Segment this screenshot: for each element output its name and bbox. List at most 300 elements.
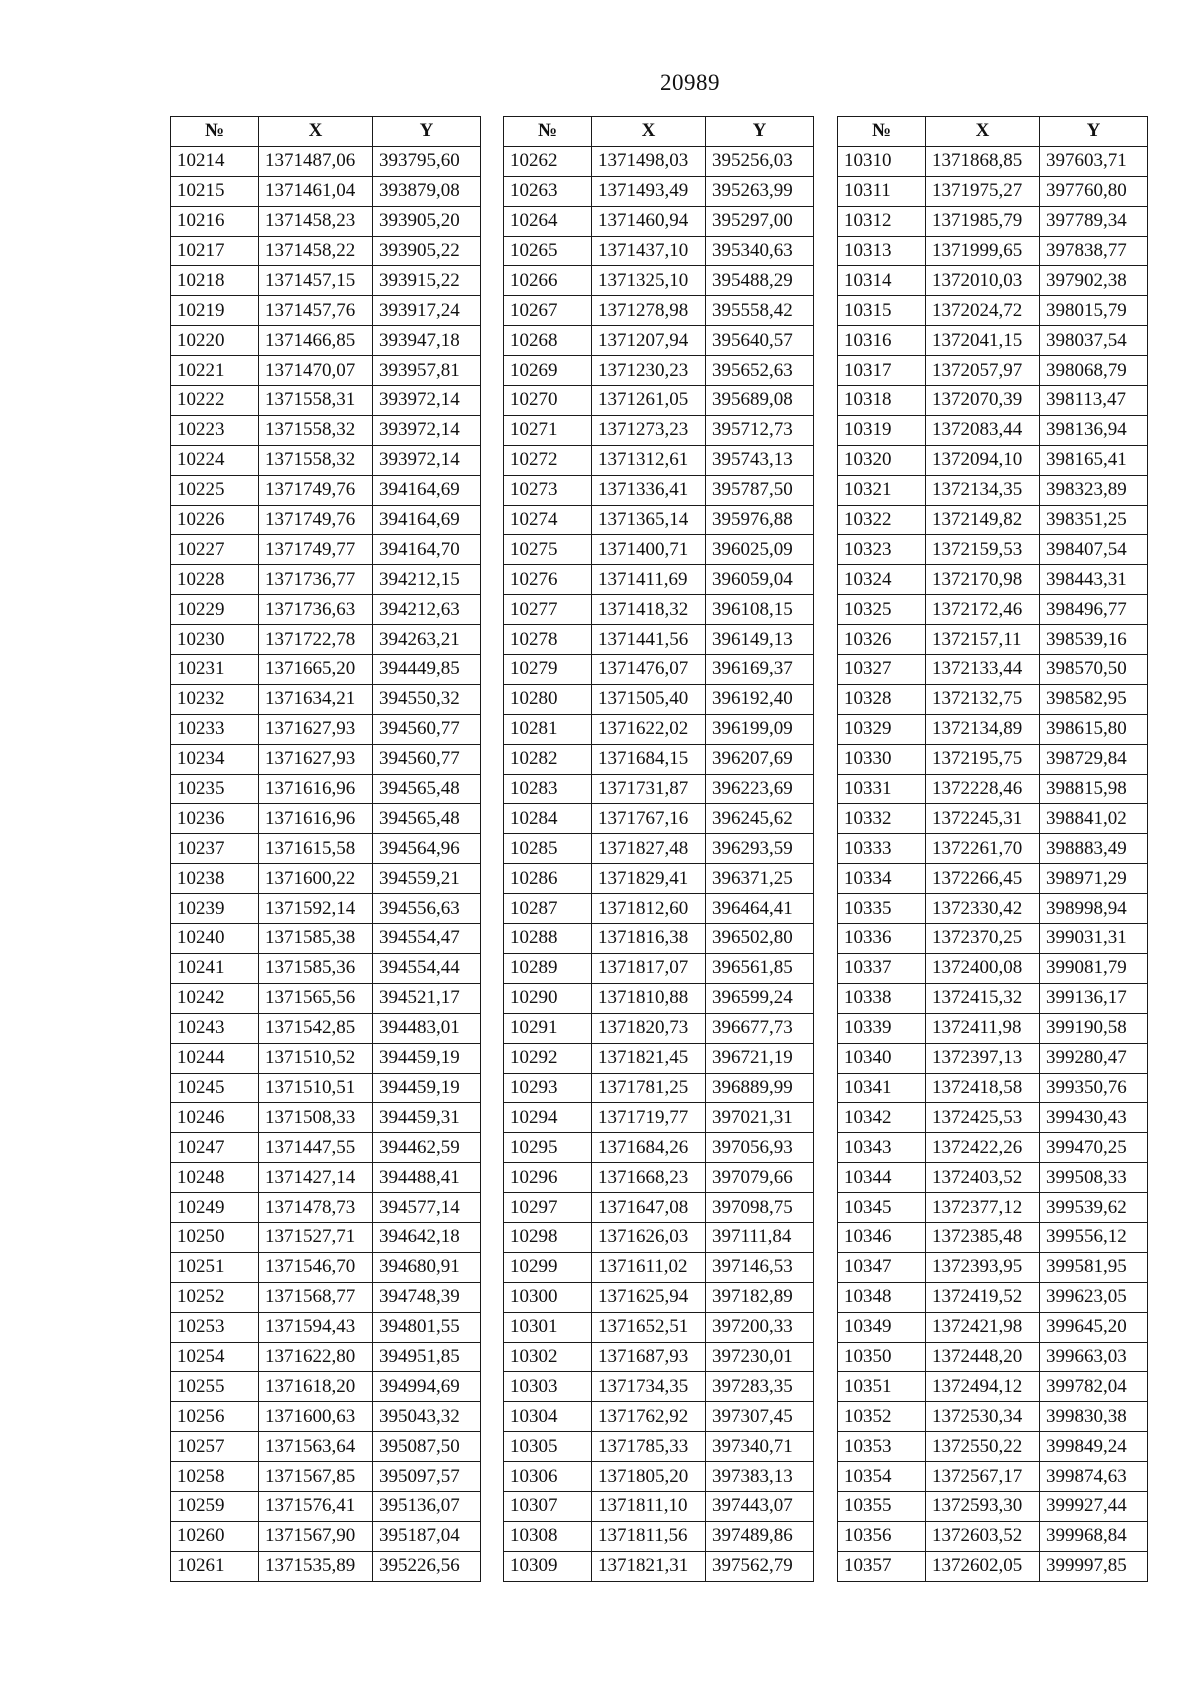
y-value-cell: 398570,50 [1040,655,1148,685]
header-number: № [504,117,592,147]
x-value-cell: 1372261,70 [926,834,1040,864]
header-x: X [592,117,706,147]
x-value-cell: 1371736,77 [259,565,373,595]
table-row [504,1282,814,1312]
x-value-cell: 1372083,44 [926,415,1040,445]
y-value-cell: 397838,77 [1040,236,1148,266]
x-value-cell: 1371684,26 [592,1133,706,1163]
table-row [504,475,814,505]
table-row [504,655,814,685]
point-number-cell: 10339 [838,1013,926,1043]
table-row [171,266,481,296]
table-row [504,625,814,655]
point-number-cell: 10316 [838,326,926,356]
x-value-cell: 1371558,32 [259,445,373,475]
table-row [838,774,1148,804]
x-value-cell: 1371600,63 [259,1402,373,1432]
point-number-cell: 10335 [838,894,926,924]
x-value-cell: 1372494,12 [926,1372,1040,1402]
y-value-cell: 396059,04 [706,565,814,595]
y-value-cell: 394459,19 [373,1073,481,1103]
point-number-cell: 10270 [504,386,592,416]
point-number-cell: 10340 [838,1043,926,1073]
point-number-cell: 10217 [171,236,259,266]
table-row [504,565,814,595]
x-value-cell: 1372149,82 [926,505,1040,535]
x-value-cell: 1372567,17 [926,1462,1040,1492]
table-row [171,296,481,326]
table-row [838,1342,1148,1372]
point-number-cell: 10247 [171,1133,259,1163]
point-number-cell: 10265 [504,236,592,266]
table-row [838,1282,1148,1312]
point-number-cell: 10271 [504,415,592,445]
x-value-cell: 1371618,20 [259,1372,373,1402]
table-row [171,924,481,954]
y-value-cell: 396677,73 [706,1013,814,1043]
table-row [171,1163,481,1193]
y-value-cell: 397056,93 [706,1133,814,1163]
point-number-cell: 10346 [838,1222,926,1252]
y-value-cell: 397230,01 [706,1342,814,1372]
y-value-cell: 395689,08 [706,386,814,416]
y-value-cell: 397902,38 [1040,266,1148,296]
table-row [171,1312,481,1342]
point-number-cell: 10324 [838,565,926,595]
table-row [171,505,481,535]
table-row [504,804,814,834]
table-row [838,415,1148,445]
point-number-cell: 10231 [171,655,259,685]
table-row [838,953,1148,983]
table-row [838,595,1148,625]
y-value-cell: 394550,32 [373,684,481,714]
x-value-cell: 1371827,48 [592,834,706,864]
x-value-cell: 1371811,10 [592,1491,706,1521]
point-number-cell: 10276 [504,565,592,595]
point-number-cell: 10342 [838,1103,926,1133]
table-row [838,655,1148,685]
x-value-cell: 1372330,42 [926,894,1040,924]
y-value-cell: 395256,03 [706,146,814,176]
y-value-cell: 396108,15 [706,595,814,625]
y-value-cell: 394748,39 [373,1282,481,1312]
y-value-cell: 398443,31 [1040,565,1148,595]
point-number-cell: 10317 [838,356,926,386]
table-body [838,146,1148,1581]
x-value-cell: 1371542,85 [259,1013,373,1043]
table-row [171,206,481,236]
table-row [838,565,1148,595]
table-row [504,1402,814,1432]
x-value-cell: 1372403,52 [926,1163,1040,1193]
y-value-cell: 397111,84 [706,1222,814,1252]
table-row [171,1013,481,1043]
point-number-cell: 10260 [171,1521,259,1551]
x-value-cell: 1371400,71 [592,535,706,565]
table-row [838,625,1148,655]
table-row [504,1312,814,1342]
point-number-cell: 10293 [504,1073,592,1103]
x-value-cell: 1371817,07 [592,953,706,983]
table-header-row [504,117,814,147]
x-value-cell: 1372157,11 [926,625,1040,655]
x-value-cell: 1371634,21 [259,684,373,714]
y-value-cell: 395640,57 [706,326,814,356]
table-row [171,1193,481,1223]
y-value-cell: 397760,80 [1040,176,1148,206]
y-value-cell: 395652,63 [706,356,814,386]
x-value-cell: 1372418,58 [926,1073,1040,1103]
y-value-cell: 396199,09 [706,714,814,744]
table-body [171,146,481,1581]
x-value-cell: 1371312,61 [592,445,706,475]
point-number-cell: 10299 [504,1252,592,1282]
table-row [838,1133,1148,1163]
point-number-cell: 10287 [504,894,592,924]
table-row [838,983,1148,1013]
point-number-cell: 10300 [504,1282,592,1312]
y-value-cell: 399581,95 [1040,1252,1148,1282]
x-value-cell: 1371999,65 [926,236,1040,266]
table-row [838,804,1148,834]
point-number-cell: 10281 [504,714,592,744]
point-number-cell: 10310 [838,146,926,176]
y-value-cell: 399470,25 [1040,1133,1148,1163]
table-row [504,176,814,206]
point-number-cell: 10347 [838,1252,926,1282]
point-number-cell: 10303 [504,1372,592,1402]
x-value-cell: 1371719,77 [592,1103,706,1133]
y-value-cell: 394951,85 [373,1342,481,1372]
table-row [838,1103,1148,1133]
x-value-cell: 1372133,44 [926,655,1040,685]
table-row [504,684,814,714]
y-value-cell: 396889,99 [706,1073,814,1103]
point-number-cell: 10314 [838,266,926,296]
header-y: Y [373,117,481,147]
y-value-cell: 393879,08 [373,176,481,206]
y-value-cell: 398351,25 [1040,505,1148,535]
y-value-cell: 394462,59 [373,1133,481,1163]
point-number-cell: 10279 [504,655,592,685]
y-value-cell: 394521,17 [373,983,481,1013]
table-row [171,1073,481,1103]
table-row [171,1133,481,1163]
table-row [504,1551,814,1581]
point-number-cell: 10229 [171,595,259,625]
table-row [504,774,814,804]
point-number-cell: 10262 [504,146,592,176]
x-value-cell: 1371457,76 [259,296,373,326]
y-value-cell: 394559,21 [373,864,481,894]
point-number-cell: 10225 [171,475,259,505]
point-number-cell: 10261 [171,1551,259,1581]
y-value-cell: 398841,02 [1040,804,1148,834]
table-header-row [838,117,1148,147]
y-value-cell: 396721,19 [706,1043,814,1073]
table-row [171,1462,481,1492]
point-number-cell: 10328 [838,684,926,714]
table-row [171,684,481,714]
x-value-cell: 1372266,45 [926,864,1040,894]
point-number-cell: 10351 [838,1372,926,1402]
x-value-cell: 1371812,60 [592,894,706,924]
header-y: Y [1040,117,1148,147]
y-value-cell: 396464,41 [706,894,814,924]
table-row [838,146,1148,176]
y-value-cell: 398971,29 [1040,864,1148,894]
table-row [504,1133,814,1163]
x-value-cell: 1372245,31 [926,804,1040,834]
table-row [838,356,1148,386]
point-number-cell: 10354 [838,1462,926,1492]
y-value-cell: 396149,13 [706,625,814,655]
point-number-cell: 10304 [504,1402,592,1432]
table-row [504,983,814,1013]
point-number-cell: 10356 [838,1521,926,1551]
y-value-cell: 399081,79 [1040,953,1148,983]
x-value-cell: 1371535,89 [259,1551,373,1581]
x-value-cell: 1371616,96 [259,774,373,804]
x-value-cell: 1371820,73 [592,1013,706,1043]
y-value-cell: 395087,50 [373,1432,481,1462]
table-row [171,655,481,685]
x-value-cell: 1371576,41 [259,1491,373,1521]
point-number-cell: 10280 [504,684,592,714]
table-row [504,714,814,744]
point-number-cell: 10326 [838,625,926,655]
point-number-cell: 10323 [838,535,926,565]
table-row [838,236,1148,266]
y-value-cell: 396561,85 [706,953,814,983]
point-number-cell: 10216 [171,206,259,236]
table-row [504,1073,814,1103]
table-row [838,1043,1148,1073]
x-value-cell: 1371447,55 [259,1133,373,1163]
table-row [171,445,481,475]
x-value-cell: 1371668,23 [592,1163,706,1193]
y-value-cell: 399645,20 [1040,1312,1148,1342]
point-number-cell: 10269 [504,356,592,386]
y-value-cell: 398615,80 [1040,714,1148,744]
x-value-cell: 1371458,23 [259,206,373,236]
table-row [504,834,814,864]
table-row [171,535,481,565]
x-value-cell: 1372057,97 [926,356,1040,386]
point-number-cell: 10341 [838,1073,926,1103]
table-row [504,386,814,416]
y-value-cell: 399927,44 [1040,1491,1148,1521]
y-value-cell: 397182,89 [706,1282,814,1312]
table-row [838,1462,1148,1492]
point-number-cell: 10320 [838,445,926,475]
y-value-cell: 397021,31 [706,1103,814,1133]
x-value-cell: 1371567,90 [259,1521,373,1551]
point-number-cell: 10249 [171,1193,259,1223]
point-number-cell: 10258 [171,1462,259,1492]
x-value-cell: 1371811,56 [592,1521,706,1551]
y-value-cell: 397443,07 [706,1491,814,1521]
y-value-cell: 397200,33 [706,1312,814,1342]
table-row [504,356,814,386]
point-number-cell: 10242 [171,983,259,1013]
x-value-cell: 1371762,92 [592,1402,706,1432]
point-number-cell: 10302 [504,1342,592,1372]
table-row [171,1282,481,1312]
x-value-cell: 1372422,26 [926,1133,1040,1163]
y-value-cell: 399556,12 [1040,1222,1148,1252]
x-value-cell: 1371568,77 [259,1282,373,1312]
point-number-cell: 10295 [504,1133,592,1163]
x-value-cell: 1371611,02 [592,1252,706,1282]
table-row [838,1372,1148,1402]
x-value-cell: 1371975,27 [926,176,1040,206]
table-row [504,1013,814,1043]
x-value-cell: 1371558,32 [259,415,373,445]
x-value-cell: 1372400,08 [926,953,1040,983]
x-value-cell: 1371687,93 [592,1342,706,1372]
point-number-cell: 10273 [504,475,592,505]
y-value-cell: 394459,31 [373,1103,481,1133]
point-number-cell: 10255 [171,1372,259,1402]
point-number-cell: 10223 [171,415,259,445]
table-row [504,535,814,565]
table-row [171,595,481,625]
table-row [171,953,481,983]
point-number-cell: 10288 [504,924,592,954]
table-row [838,1521,1148,1551]
table-row [171,1103,481,1133]
x-value-cell: 1371427,14 [259,1163,373,1193]
y-value-cell: 396192,40 [706,684,814,714]
y-value-cell: 399539,62 [1040,1193,1148,1223]
table-row [838,924,1148,954]
x-value-cell: 1371592,14 [259,894,373,924]
table-body [504,146,814,1581]
x-value-cell: 1371336,41 [592,475,706,505]
table-row [171,894,481,924]
x-value-cell: 1372419,52 [926,1282,1040,1312]
point-number-cell: 10355 [838,1491,926,1521]
point-number-cell: 10344 [838,1163,926,1193]
point-number-cell: 10306 [504,1462,592,1492]
y-value-cell: 397383,13 [706,1462,814,1492]
table-row [838,834,1148,864]
y-value-cell: 394459,19 [373,1043,481,1073]
table-row [838,505,1148,535]
x-value-cell: 1372094,10 [926,445,1040,475]
table-row [838,1163,1148,1193]
table-row [504,924,814,954]
x-value-cell: 1371626,03 [592,1222,706,1252]
point-number-cell: 10283 [504,774,592,804]
table-row [504,206,814,236]
point-number-cell: 10277 [504,595,592,625]
point-number-cell: 10266 [504,266,592,296]
point-number-cell: 10237 [171,834,259,864]
x-value-cell: 1372228,46 [926,774,1040,804]
point-number-cell: 10224 [171,445,259,475]
x-value-cell: 1372134,89 [926,714,1040,744]
point-number-cell: 10350 [838,1342,926,1372]
x-value-cell: 1371736,63 [259,595,373,625]
table-row [838,744,1148,774]
x-value-cell: 1371278,98 [592,296,706,326]
point-number-cell: 10307 [504,1491,592,1521]
table-row [838,266,1148,296]
y-value-cell: 394488,41 [373,1163,481,1193]
y-value-cell: 397603,71 [1040,146,1148,176]
y-value-cell: 394212,63 [373,595,481,625]
point-number-cell: 10357 [838,1551,926,1581]
x-value-cell: 1371466,85 [259,326,373,356]
point-number-cell: 10325 [838,595,926,625]
coordinates-table-2 [503,116,814,1582]
point-number-cell: 10234 [171,744,259,774]
header-y: Y [706,117,814,147]
x-value-cell: 1371722,78 [259,625,373,655]
table-row [504,1432,814,1462]
x-value-cell: 1372159,53 [926,535,1040,565]
x-value-cell: 1372172,46 [926,595,1040,625]
x-value-cell: 1371622,80 [259,1342,373,1372]
table-row [838,475,1148,505]
x-value-cell: 1371749,76 [259,505,373,535]
point-number-cell: 10228 [171,565,259,595]
x-value-cell: 1371508,33 [259,1103,373,1133]
y-value-cell: 393947,18 [373,326,481,356]
x-value-cell: 1371985,79 [926,206,1040,236]
x-value-cell: 1371805,20 [592,1462,706,1492]
table-row [838,1312,1148,1342]
y-value-cell: 399280,47 [1040,1043,1148,1073]
table-row [171,1342,481,1372]
y-value-cell: 398015,79 [1040,296,1148,326]
table-row [171,1252,481,1282]
point-number-cell: 10252 [171,1282,259,1312]
y-value-cell: 397562,79 [706,1551,814,1581]
y-value-cell: 396025,09 [706,535,814,565]
y-value-cell: 394164,69 [373,475,481,505]
x-value-cell: 1371622,02 [592,714,706,744]
table-row [171,1491,481,1521]
table-row [838,296,1148,326]
table-row [504,894,814,924]
point-number-cell: 10292 [504,1043,592,1073]
point-number-cell: 10220 [171,326,259,356]
y-value-cell: 397489,86 [706,1521,814,1551]
x-value-cell: 1372448,20 [926,1342,1040,1372]
table-row [838,1252,1148,1282]
y-value-cell: 395263,99 [706,176,814,206]
table-row [504,1521,814,1551]
y-value-cell: 398407,54 [1040,535,1148,565]
x-value-cell: 1371821,31 [592,1551,706,1581]
y-value-cell: 394560,77 [373,744,481,774]
point-number-cell: 10246 [171,1103,259,1133]
table-row [171,625,481,655]
table-row [504,326,814,356]
coordinates-table-1 [170,116,481,1582]
x-value-cell: 1371457,15 [259,266,373,296]
x-value-cell: 1371749,76 [259,475,373,505]
table-row [838,1073,1148,1103]
x-value-cell: 1371441,56 [592,625,706,655]
y-value-cell: 399968,84 [1040,1521,1148,1551]
y-value-cell: 396169,37 [706,655,814,685]
table-row [504,864,814,894]
